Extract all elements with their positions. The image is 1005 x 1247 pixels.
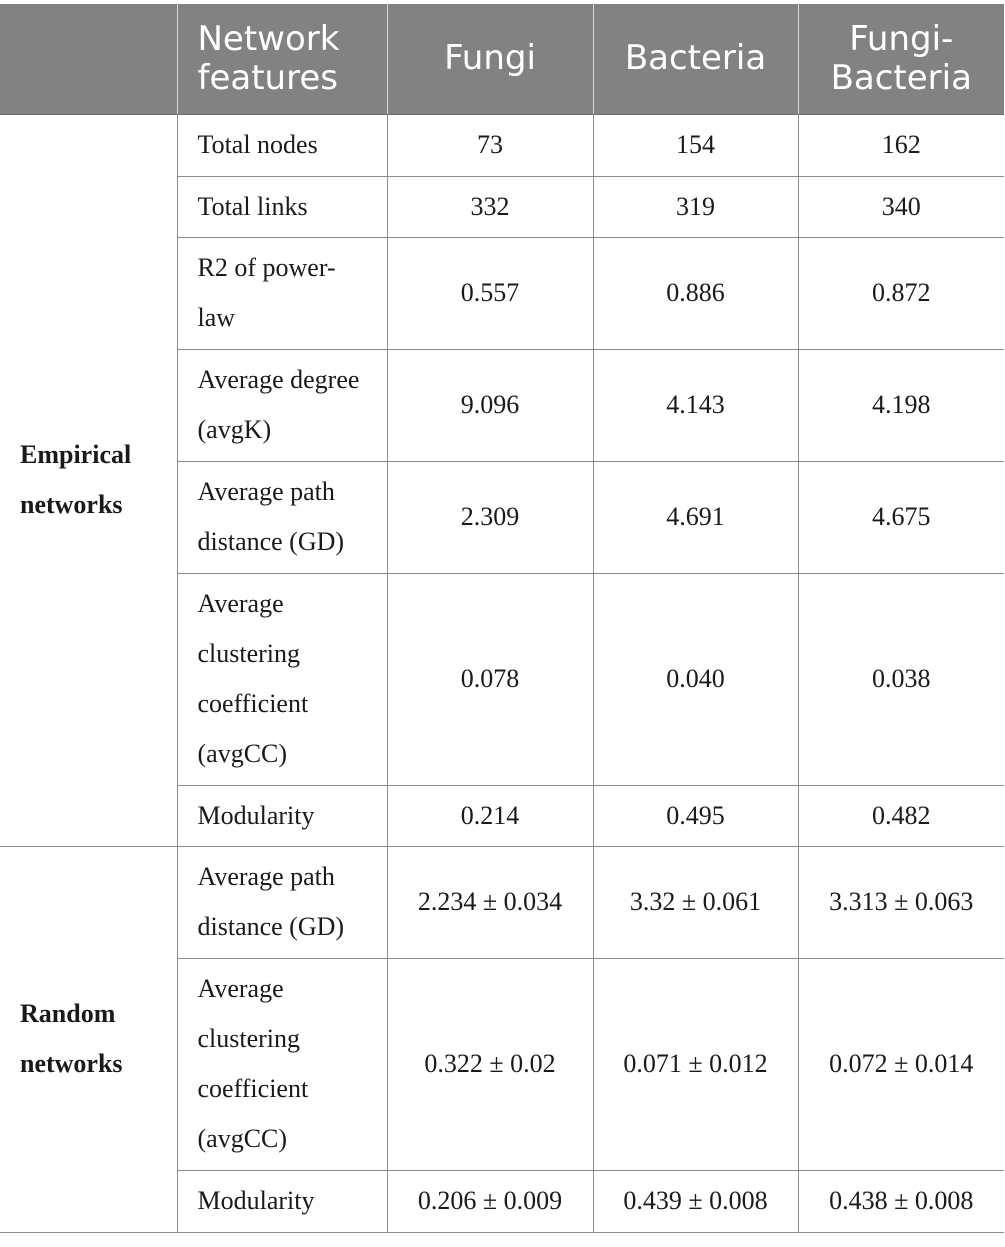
feature-cell: Average clustering coefficient (avgCC) bbox=[177, 573, 387, 785]
value-bacteria: 154 bbox=[593, 114, 798, 176]
value-fungi-bacteria: 0.872 bbox=[798, 237, 1004, 349]
header-bacteria: Bacteria bbox=[593, 4, 798, 114]
table-row bbox=[0, 846, 1004, 958]
group-label-random: Random networks bbox=[0, 846, 177, 1232]
value-fungi-bacteria: 0.038 bbox=[798, 573, 1004, 785]
value-fungi: 0.322 ± 0.02 bbox=[387, 958, 593, 1170]
header-fungi: Fungi bbox=[387, 4, 593, 114]
feature-cell: Average degree (avgK) bbox=[177, 349, 387, 461]
group-label-empirical: Empirical networks bbox=[0, 114, 177, 846]
value-fungi-bacteria: 3.313 ± 0.063 bbox=[798, 846, 1004, 958]
value-bacteria: 3.32 ± 0.061 bbox=[593, 846, 798, 958]
value-bacteria: 0.495 bbox=[593, 785, 798, 846]
value-fungi: 0.078 bbox=[387, 573, 593, 785]
feature-cell: R2 of power-law bbox=[177, 237, 387, 349]
value-fungi-bacteria: 0.438 ± 0.008 bbox=[798, 1170, 1004, 1232]
feature-cell: Total links bbox=[177, 176, 387, 237]
value-bacteria: 4.143 bbox=[593, 349, 798, 461]
network-features-table bbox=[0, 4, 1004, 1233]
value-bacteria: 0.040 bbox=[593, 573, 798, 785]
value-fungi-bacteria: 4.675 bbox=[798, 461, 1004, 573]
value-bacteria: 4.691 bbox=[593, 461, 798, 573]
feature-cell: Average path distance (GD) bbox=[177, 461, 387, 573]
value-fungi: 332 bbox=[387, 176, 593, 237]
value-fungi-bacteria: 340 bbox=[798, 176, 1004, 237]
header-group bbox=[0, 4, 177, 114]
header-network-features: Network features bbox=[177, 4, 387, 114]
table-row bbox=[0, 114, 1004, 176]
value-fungi: 2.234 ± 0.034 bbox=[387, 846, 593, 958]
value-fungi-bacteria: 0.482 bbox=[798, 785, 1004, 846]
value-bacteria: 0.886 bbox=[593, 237, 798, 349]
value-fungi-bacteria: 0.072 ± 0.014 bbox=[798, 958, 1004, 1170]
value-fungi: 0.214 bbox=[387, 785, 593, 846]
value-bacteria: 0.071 ± 0.012 bbox=[593, 958, 798, 1170]
value-bacteria: 319 bbox=[593, 176, 798, 237]
feature-cell: Average path distance (GD) bbox=[177, 846, 387, 958]
value-fungi-bacteria: 4.198 bbox=[798, 349, 1004, 461]
feature-cell: Modularity bbox=[177, 785, 387, 846]
value-fungi: 73 bbox=[387, 114, 593, 176]
value-bacteria: 0.439 ± 0.008 bbox=[593, 1170, 798, 1232]
value-fungi: 0.557 bbox=[387, 237, 593, 349]
feature-cell: Average clustering coefficient (avgCC) bbox=[177, 958, 387, 1170]
value-fungi: 9.096 bbox=[387, 349, 593, 461]
feature-cell: Total nodes bbox=[177, 114, 387, 176]
value-fungi: 0.206 ± 0.009 bbox=[387, 1170, 593, 1232]
feature-cell: Modularity bbox=[177, 1170, 387, 1232]
header-row bbox=[0, 4, 1004, 114]
value-fungi: 2.309 bbox=[387, 461, 593, 573]
header-fungi-bacteria: Fungi-Bacteria bbox=[798, 4, 1004, 114]
value-fungi-bacteria: 162 bbox=[798, 114, 1004, 176]
